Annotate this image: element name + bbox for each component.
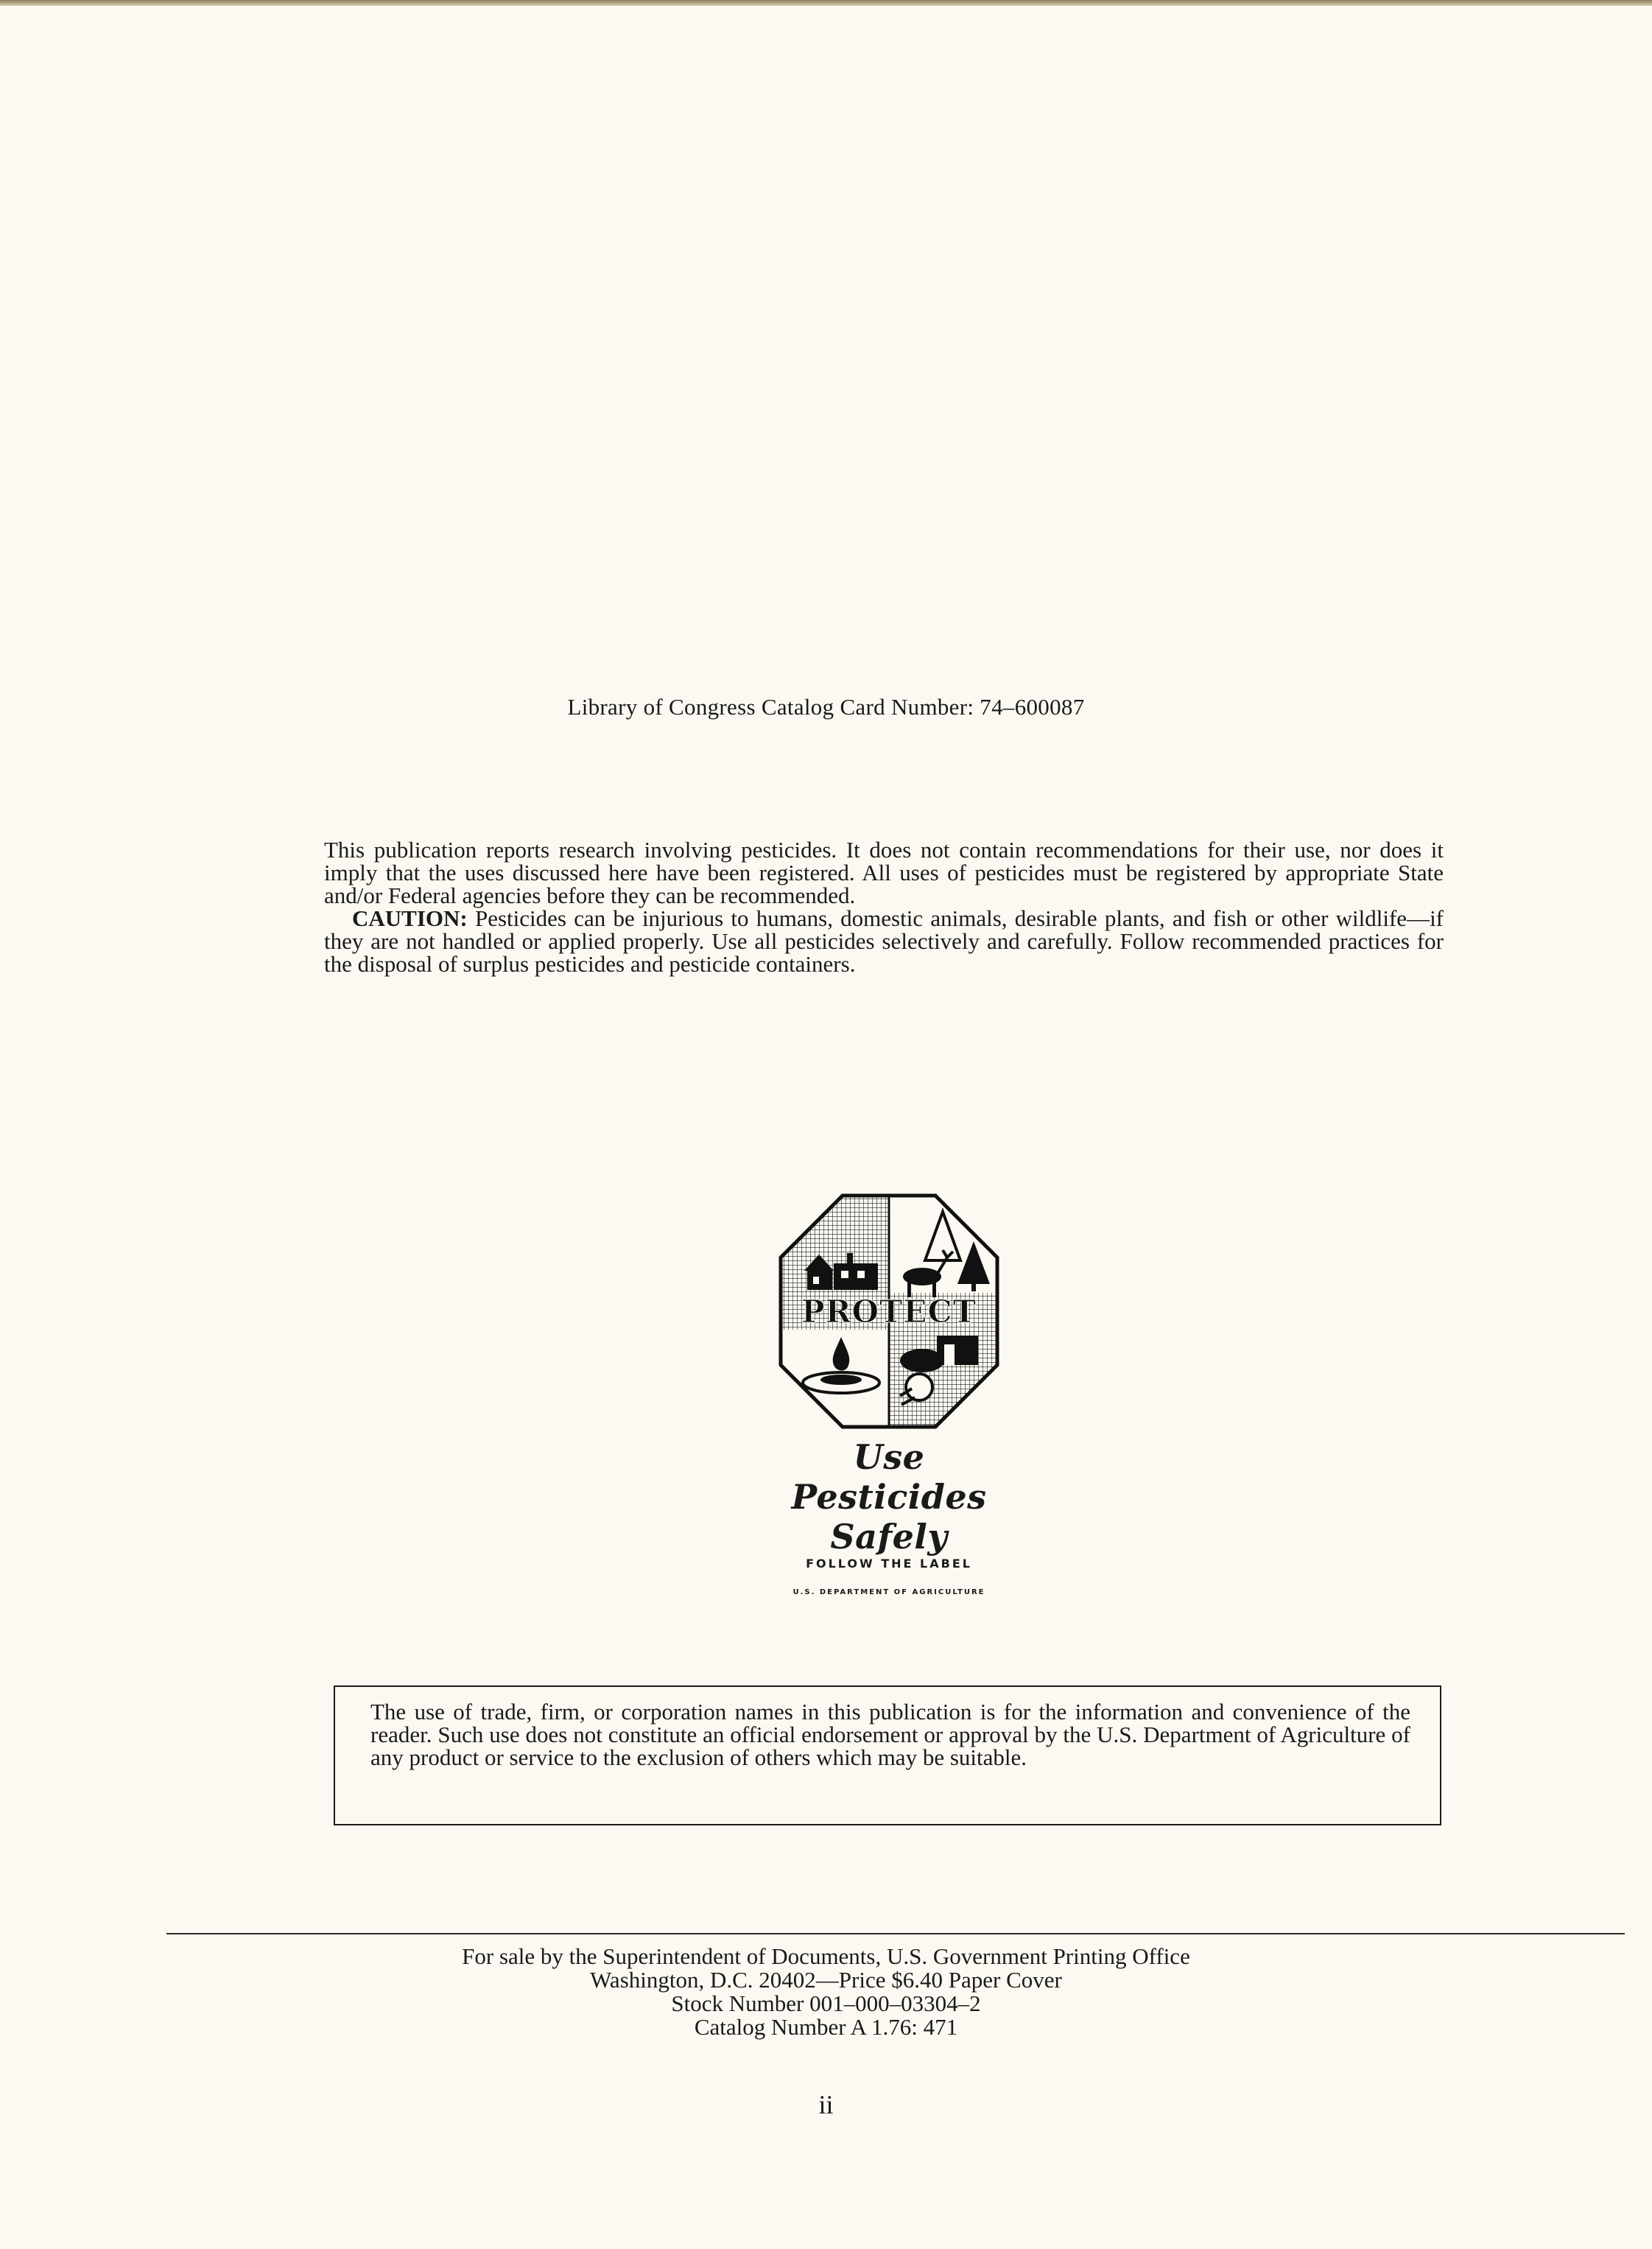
caution-paragraph	[324, 907, 1444, 975]
agency-credit: U.S. DEPARTMENT OF AGRICULTURE	[792, 1588, 985, 1596]
sale-line: Washington, D.C. 20402—Price $6.40 Paper Cover	[590, 1967, 1062, 1993]
divider-rule	[166, 1933, 1625, 1934]
protect-logo	[775, 1190, 1003, 1596]
sale-line: Catalog Number A 1.76: 471	[694, 2014, 958, 2040]
deer-and-trees-icon	[903, 1212, 990, 1297]
sales-information	[0, 1945, 1652, 2039]
protect-text: PROTECT	[801, 1294, 977, 1330]
sale-line: For sale by the Superintendent of Documents, U.S. Government Printing Office	[462, 1943, 1190, 1969]
slogan: Use Pesticides Safely	[791, 1437, 987, 1557]
sale-line: Stock Number 001–000–03304–2	[671, 1990, 981, 2016]
caution-text: Pesticides can be injurious to humans, domestic animals, desirable plants, and fish or other wildlife—if they are not handled or applied properly. Use all pesticides selectively and carefully. Follow recommended practices for the disposal of surplus pesticides and pesticide containers.	[324, 905, 1444, 977]
pesticide-notice	[324, 838, 1444, 975]
notice-paragraph: This publication reports research involving pesticides. It does not contain recommendations for their use, nor does it imply that the uses discussed here have been registered. All uses of pesticides must be registered by appropriate State and/or Federal agencies before they can be recommended.	[324, 837, 1444, 908]
caution-label: CAUTION:	[352, 905, 468, 931]
octagon-emblem-icon	[775, 1190, 1003, 1433]
trade-name-disclaimer: The use of trade, firm, or corporation names in this publication is for the information and convenience of the reader. Such use does not constitute an official endorsement or approval by the U.S. Department of Agriculture of any product or service to the exclusion of others which may be suitable.	[334, 1685, 1441, 1825]
page-number: ii	[818, 2090, 834, 2119]
water-drop-icon	[803, 1337, 879, 1393]
follow-the-label: FOLLOW THE LABEL	[806, 1557, 972, 1571]
catalog-card-number: Library of Congress Catalog Card Number: 74–600087	[567, 694, 1085, 720]
